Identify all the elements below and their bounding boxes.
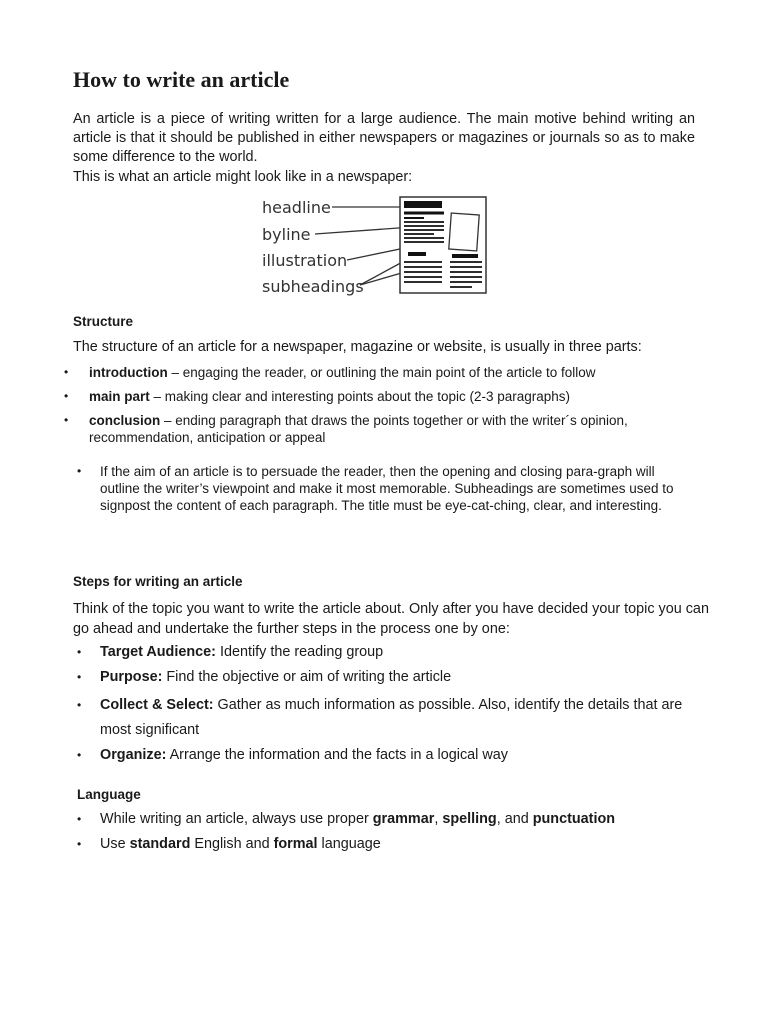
bullet-dot: • [77, 670, 82, 684]
text-span: , and [496, 811, 533, 827]
structure-list [0, 364, 700, 446]
diagram-label-subheadings: subheadings [262, 277, 364, 296]
bullet-dot: • [77, 464, 82, 478]
item-term: Target Audience: [100, 644, 216, 660]
steps-heading: Steps for writing an article [73, 574, 243, 589]
keyword-grammar: grammar [372, 811, 435, 827]
language-list [0, 810, 700, 854]
bullet-dot: • [77, 645, 82, 659]
structure-note-list [0, 463, 694, 514]
keyword-punctuation: punctuation [532, 811, 616, 827]
newspaper-thumbnail [400, 197, 486, 293]
structure-note: If the aim of an article is to persuade the reader, then the opening and closing para-graph will outline the writer’s viewpoint and make it most memorable. Subheadings are sometimes used to signpost the content of each paragraph. The title must be eye-cat-ching, clear, and interesting. [100, 464, 674, 513]
item-term: Purpose: [100, 669, 163, 685]
bullet-dot: • [77, 698, 82, 712]
item-text: Identify the reading group [215, 644, 384, 660]
list-item [0, 668, 690, 687]
text-span: While writing an article, always use proper [100, 811, 373, 827]
list-item [0, 388, 700, 405]
language-heading: Language [77, 787, 141, 802]
list-item [0, 463, 694, 514]
item-term: Collect & Select: [100, 697, 214, 713]
intro-paragraph: An article is a piece of writing written for a large audience. The main motive behind writing an article is that it should be published in either newspapers or magazines or journals so as to make some difference to the world. [73, 111, 695, 165]
diagram-label-illustration: illustration [262, 251, 348, 270]
list-item [0, 364, 700, 381]
page-title: How to write an article [73, 67, 290, 92]
item-term: conclusion [89, 413, 161, 428]
text-span: English and [190, 836, 274, 852]
bullet-dot: • [64, 365, 69, 379]
item-term: introduction [89, 365, 168, 380]
keyword-standard: standard [129, 836, 191, 852]
structure-heading: Structure [73, 314, 134, 329]
bullet-dot: • [77, 748, 82, 762]
item-text: Gather as much information as possible. Also, identify the details that are most significant [100, 697, 683, 738]
list-item [0, 743, 690, 768]
text-span: Use [100, 836, 130, 852]
text-span: , [434, 811, 443, 827]
text-span: language [317, 836, 381, 852]
structure-intro: The structure of an article for a newspaper, magazine or website, is usually in three parts: [73, 339, 642, 355]
item-term: Organize: [100, 747, 167, 763]
bullet-dot: • [77, 837, 82, 851]
newspaper-diagram [258, 192, 492, 300]
item-text: Arrange the information and the facts in a logical way [166, 747, 508, 763]
bullet-dot: • [64, 413, 69, 427]
item-text: Find the objective or aim of writing the article [162, 669, 452, 685]
intro-newspaper-line: This is what an article might look like in a newspaper: [73, 169, 413, 185]
list-item [0, 643, 690, 662]
diagram-label-byline: byline [262, 225, 311, 244]
list-item [0, 693, 690, 743]
list-item [0, 810, 700, 829]
list-item [0, 835, 700, 854]
item-text: – ending paragraph that draws the points together or with the writer´s opinion, recommendation, anticipation or appeal [89, 413, 628, 445]
steps-intro: Think of the topic you want to write the article about. Only after you have decided your topic you can go ahead and undertake the further steps in the process one by one: [73, 601, 709, 637]
diagram-label-headline: headline [262, 198, 331, 217]
item-text: – making clear and interesting points about the topic (2-3 paragraphs) [149, 389, 571, 404]
item-term: main part [89, 389, 150, 404]
keyword-spelling: spelling [442, 811, 497, 827]
bullet-dot: • [77, 812, 82, 826]
item-text: – engaging the reader, or outlining the main point of the article to follow [167, 365, 596, 380]
steps-list [0, 643, 690, 768]
bullet-dot: • [64, 389, 69, 403]
keyword-formal: formal [273, 836, 318, 852]
list-item [0, 412, 700, 446]
